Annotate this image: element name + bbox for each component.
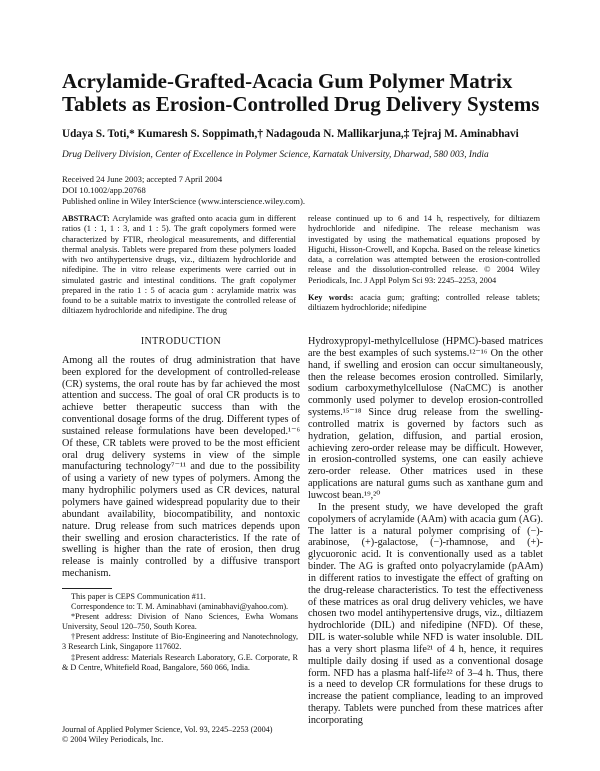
introduction-paragraph-2: Hydroxypropyl-methylcellulose (HPMC)-based matrices are the best examples of such systems.¹²⁻¹⁶ On the other hand, if swelling and erosion can occur simultaneously, then the release becomes erosion controlled. Similarly, sodium carboxymethylcellulose (NaCMC) is another commonly used polymer to develop erosion-controlled systems.¹⁵⁻¹⁸ Since drug release from the swelling-controlled matrix is governed by factors such as hydration, gelation, diffusion, and partial erosion, achieving zero-order release may be difficult. However, in erosion-controlled systems, one can easily achieve zero-order release. Other matrices used in these applications are natural gums such as xanthane gum and luwcost bean.¹⁹,²⁰	[308, 336, 543, 501]
introduction-heading: INTRODUCTION	[140, 336, 222, 347]
introduction-paragraph-3: In the present study, we have developed the graft copolymers of acrylamide (AAm) with acacia gum (AG). The latter is a natural polymer comprising of (−)-arabinose, (+)-galactose, (−)-rhamnose, and (+)-glycuoronic acid. It is conventionally used as a tablet binder. The AG is grafted onto polyacrylamide (pAAm) in different ratios to investigate the effect of grafting on the drug-release characteristics. To test the effectiveness of these matrices as oral drug delivery vehicles, we have chosen two model antihypertensive drugs, viz., diltiazem hydrochloride (DIL) and nifedipine (NFD). Of these, DIL is water-soluble while NFD is water insoluble. DIL has a very short plasma life²¹ of 4 h, hence, it requires multiple daily dosing if used as a conventional dosage form. NFD has a plasma half-life²² of 3–4 h. Thus, there is a need to develop CR formulations for these drugs to increase the patient compliance, leading to an improved therapy. Tablets were punched from these matrices after incorporating	[308, 501, 543, 726]
footnote-address-2: †Present address: Institute of Bio-Engineering and Nanotechnology, 3 Research Link, Singapore 117602.	[62, 632, 298, 652]
doi: DOI 10.1002/app.20768	[62, 185, 146, 195]
copyright: © 2004 Wiley Periodicals, Inc.	[62, 735, 164, 745]
publication-dates	[62, 174, 362, 207]
abstract-text-left: Acrylamide was grafted onto acacia gum in different ratios (1 : 1, 1 : 3, and 1 : 5). The graft copolymers formed were characterized by FTIR, rheological measurements, and differential thermal analysis. Tablets were prepared from these polymers loaded with two antihypertensive drugs, viz., diltiazem hydrochloride and nifedipine. The in vitro release experiments were carried out in simulated gastric and intestinal conditions. The graft copolymer prepared in the ratio 1 : 5 of acacia gum : acrylamide matrix was found to be a suitable matrix to investigate the controlled release of diltiazem hydrochloride and nifedipine. The drug	[62, 214, 296, 316]
abstract-left	[62, 214, 296, 317]
abstract-text-right: release continued up to 6 and 14 h, respectively, for diltiazem hydrochloride and nifedipine. The release mechanism was investigated by using the mathematical equations proposed by Higuchi, Hisson-Crowell, and Kopcha. Based on the release kinetics data, a correlation was attempted between the erosion-controlled release and the dissolution-controlled release. © 2004 Wiley Periodicals, Inc. J Appl Polym Sci 93: 2245–2253, 2004	[308, 214, 540, 285]
journal-reference	[62, 725, 302, 745]
footnote-address-3: ‡Present address: Materials Research Laboratory, G.E. Corporate, R & D Centre, Whitefield Road, Bangalore, 560 066, India.	[62, 652, 298, 672]
abstract-right	[308, 214, 540, 313]
author-list: Udaya S. Toti,* Kumaresh S. Soppimath,† Nadagouda N. Mallikarjuna,‡ Tejraj M. Aminabhavi	[62, 128, 519, 140]
body-column-left	[62, 336, 300, 580]
body-column-right	[308, 336, 543, 727]
introduction-paragraph-1: Among all the routes of drug administration that have been explored for the development of controlled-release (CR) systems, the oral route has by far achieved the most attention and success. The goal of oral CR products is to achieve better therapeutic success than with the conventional dosage forms of the drug. Different types of sustained release formulations have been developed.¹⁻⁶ Of these, CR tablets were proved to be the most efficient oral drug delivery systems in view of the simple manufacturing technology⁷⁻¹¹ and due to the possibility of using a variety of new types of polymers. Among the many hydrophilic polymers used as CR devices, natural polymers have gained widespread popularity due to their abundant availability, biocompatibility, and nontoxic nature. Drug release from such matrices depends upon their swelling and erosion characteristics. If the rate of swelling is higher than the rate of erosion, then drug release is mainly controlled by a diffusive transport mechanism.	[62, 354, 300, 580]
footnote-communication: This paper is CEPS Communication #11.	[71, 592, 206, 601]
footnote-divider	[62, 588, 112, 589]
footnotes	[62, 592, 298, 673]
received-date: Received 24 June 2003; accepted 7 April 2004	[62, 174, 223, 184]
abstract-label: ABSTRACT:	[62, 214, 110, 223]
footnote-address-1: *Present address: Division of Nano Sciences, Ewha Womans University, Seoul 120–750, South Korea.	[62, 612, 298, 632]
keywords-text: acacia gum; grafting; controlled release tablets; diltiazem hydrochloride; nifedipine	[308, 292, 541, 312]
keywords-label: Key words:	[308, 292, 354, 302]
paper-title: Acrylamide-Grafted-Acacia Gum Polymer Matrix Tablets as Erosion-Controlled Drug Delivery Systems	[62, 69, 540, 116]
journal-citation: Journal of Applied Polymer Science, Vol. 93, 2245–2253 (2004)	[62, 725, 273, 734]
published-online: Published online in Wiley InterScience (www.interscience.wiley.com).	[62, 196, 305, 206]
affiliation: Drug Delivery Division, Center of Excellence in Polymer Science, Karnatak University, Dharwad, 580 003, India	[62, 150, 489, 160]
keywords	[308, 293, 540, 314]
footnote-correspondence: Correspondence to: T. M. Aminabhavi (aminabhavi@yahoo.com).	[71, 602, 289, 612]
